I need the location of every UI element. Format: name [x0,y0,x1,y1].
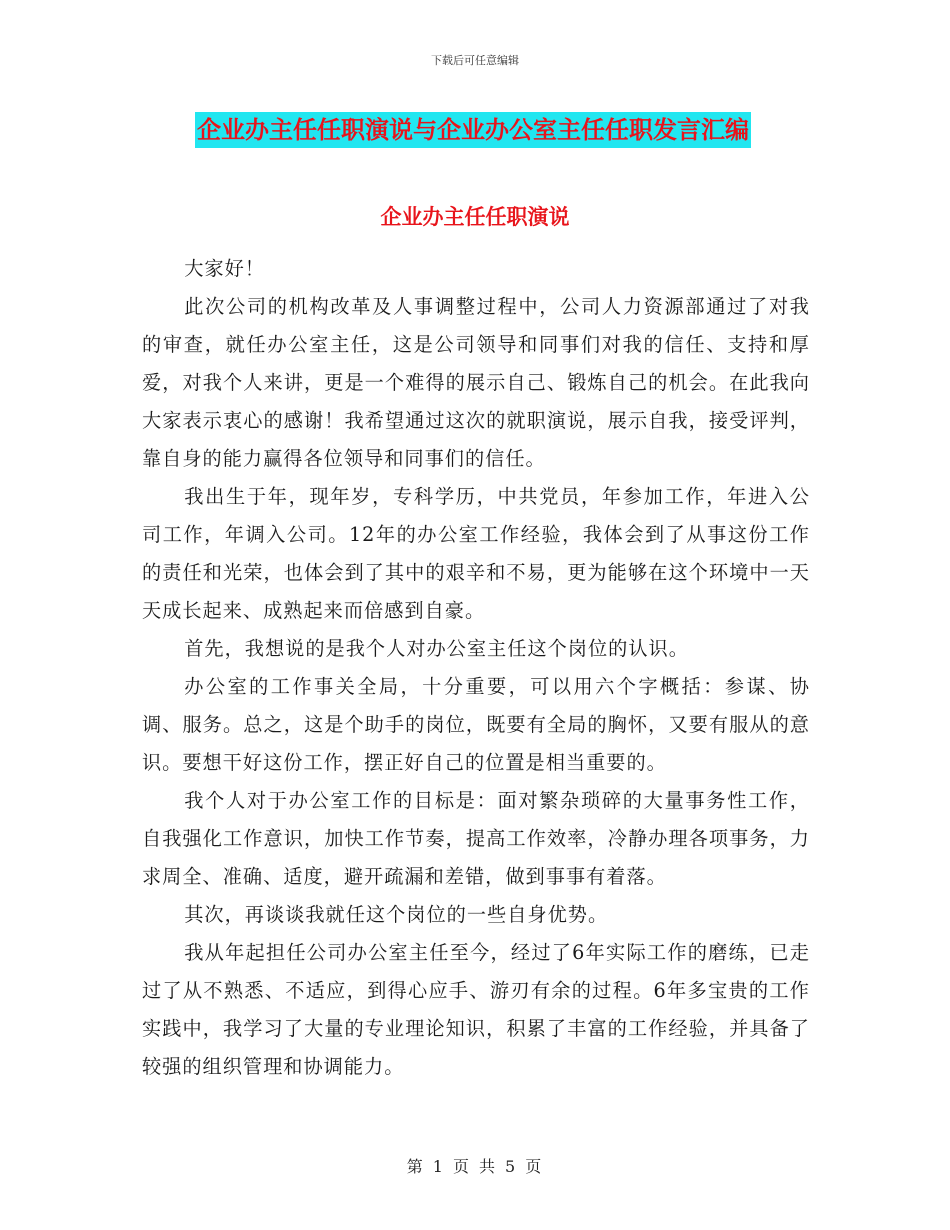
footer-page-label: 第 [406,1157,425,1176]
paragraph: 首先，我想说的是我个人对办公室主任这个岗位的认识。 [184,637,689,660]
paragraph: 其次，再谈谈我就任这个岗位的一些自身优势。 [184,903,609,926]
footer-page-unit: 页 [452,1157,471,1176]
document-title: 企业办主任任职演说与企业办公室主任任职发言汇编 [195,112,751,148]
footer-total-pages: 5 [505,1157,518,1176]
header-note: 下载后可任意编辑 [431,54,519,67]
paragraph: 我出生于年，现年岁，专科学历，中共党员，年参加工作，年进入公司工作，年调入公司。12年的办公室工作经验，我体会到了从事这份工作的责任和光荣，也体会到了其中的艰辛和不易，更为能够在这个环境中一天天成长起来、成熟起来而倍感到自豪。 [142,485,810,622]
page-footer [0,1154,950,1177]
document-body [142,220,810,1086]
footer-total-unit: 页 [525,1157,544,1176]
paragraph: 我从年起担任公司办公室主任至今，经过了6年实际工作的磨练，已走过了从不熟悉、不适应，到得心应手、游刃有余的过程。6年多宝贵的工作实践中，我学习了大量的专业理论知识，积累了丰富的工作经验，并具备了较强的组织管理和协调能力。 [142,941,810,1078]
section-title: 企业办主任任职演说 [380,204,570,229]
footer-total-label: 共 [479,1157,498,1176]
paragraph: 办公室的工作事关全局，十分重要，可以用六个字概括：参谋、协调、服务。总之，这是个助手的岗位，既要有全局的胸怀，又要有服从的意识。要想干好这份工作，摆正好自己的位置是相当重要的。 [142,675,810,774]
paragraph-greeting: 大家好！ [184,257,265,280]
paragraph: 此次公司的机构改革及人事调整过程中，公司人力资源部通过了对我的审查，就任办公室主任，这是公司领导和同事们对我的信任、支持和厚爱，对我个人来讲，更是一个难得的展示自己、锻炼自己的机会。在此我向大家表示衷心的感谢！我希望通过这次的就职演说，展示自我，接受评判，靠自身的能力赢得各位领导和同事们的信任。 [142,295,810,470]
paragraph: 我个人对于办公室工作的目标是：面对繁杂琐碎的大量事务性工作，自我强化工作意识，加快工作节奏，提高工作效率，冷静办理各项事务，力求周全、准确、适度，避开疏漏和差错，做到事事有着落。 [142,789,810,888]
footer-page-number: 1 [432,1157,445,1176]
